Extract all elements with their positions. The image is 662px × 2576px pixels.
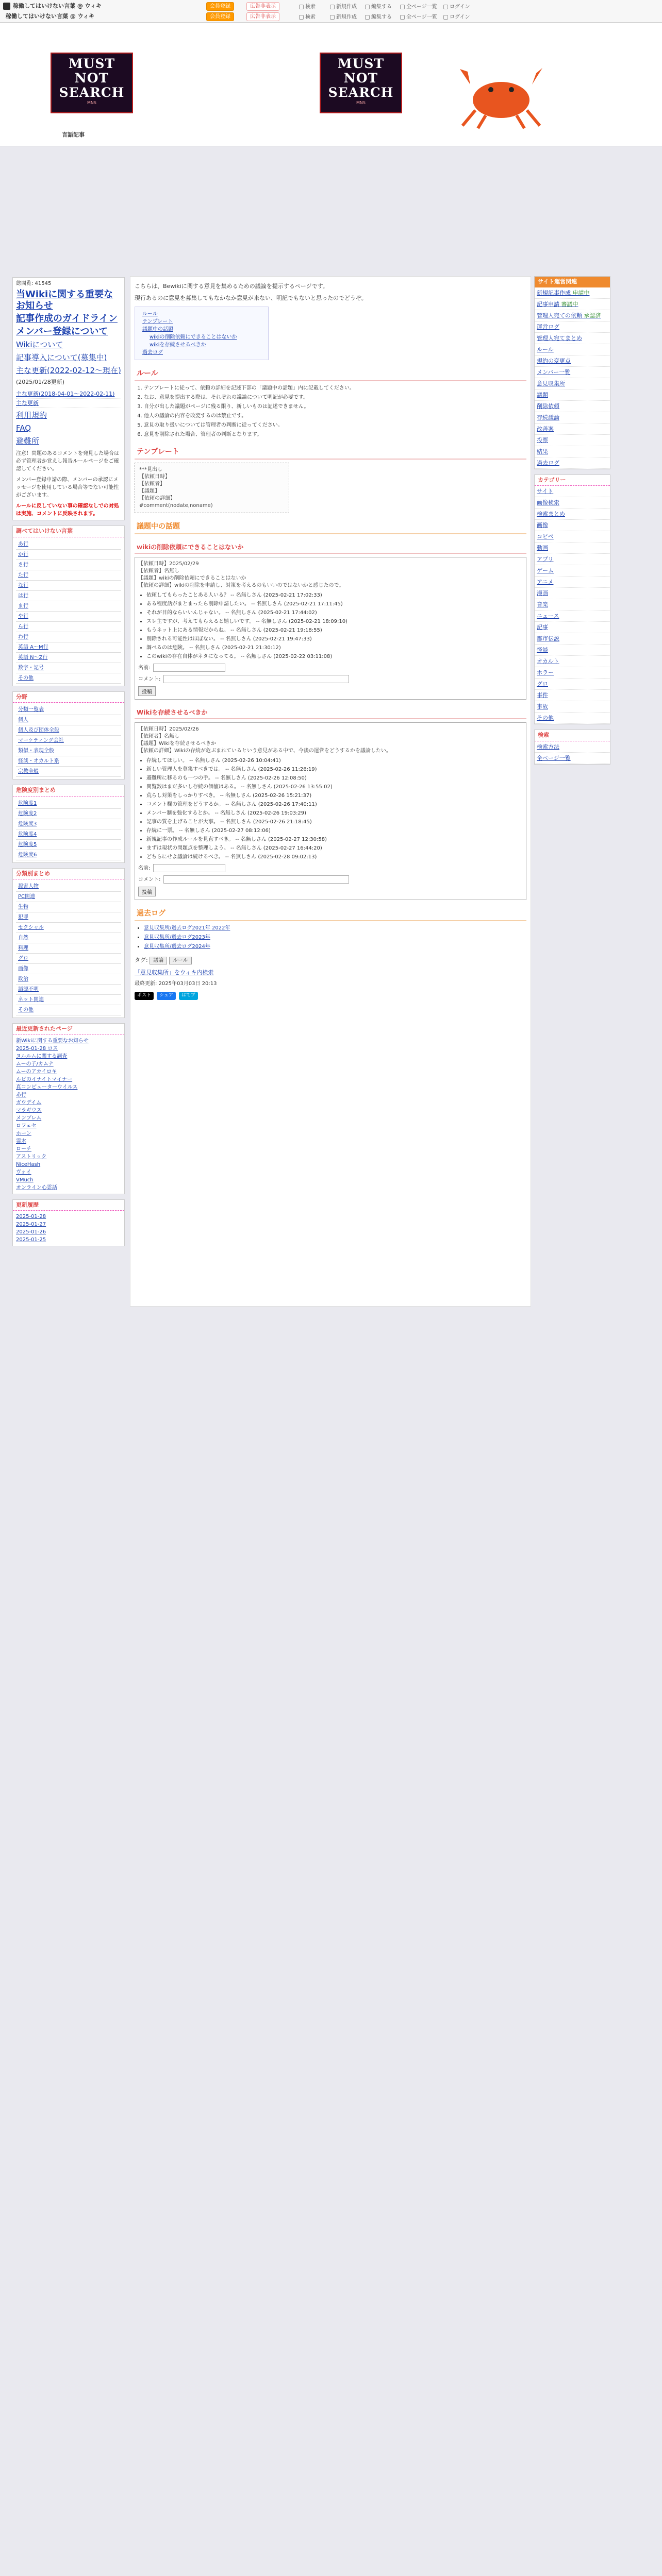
- status-badge: 承認済: [582, 312, 601, 319]
- site-logo-icon: [3, 3, 10, 10]
- recent-page-item[interactable]: ルビのイナイトマイナー: [16, 1076, 73, 1082]
- genre-item[interactable]: 個人: [16, 715, 121, 725]
- genre-box: [12, 691, 125, 780]
- template-line: ***見出し: [139, 467, 162, 472]
- thread-2-comments: [146, 757, 523, 861]
- list-icon: [400, 5, 405, 9]
- thread-header-line: 【依頼者】名無し: [138, 568, 179, 574]
- plus-icon: [330, 5, 335, 9]
- category-item[interactable]: 殺害人物: [16, 882, 121, 892]
- site-ops-item[interactable]: メンバー一覧: [535, 367, 610, 378]
- site-ops-item[interactable]: 改善案: [535, 423, 610, 435]
- thread-header-line: 【依頼日時】2025/02/29: [138, 561, 199, 567]
- comment-item: • どちらにせよ議論は続けるべき。 -- 名無しさん (2025-02-28 09:02:13): [146, 853, 523, 861]
- comment-item: • スレ主ですが、考えてもらえると嬉しいです。 -- 名無しさん (2025-02-21 18:09:10): [146, 618, 523, 625]
- name-input-2[interactable]: [153, 864, 225, 872]
- comment-input-2[interactable]: [163, 875, 349, 884]
- thread-1-name-row: 名前:: [138, 664, 523, 672]
- category-right-item[interactable]: オカルト: [535, 656, 610, 667]
- kana-index-item[interactable]: あ行: [16, 539, 121, 550]
- toc-past-logs[interactable]: 過去ログ: [142, 350, 163, 355]
- genre-item[interactable]: 宗教全般: [16, 767, 121, 777]
- intro-text-2: 現行あるのに意見を募集してもなかなか意見が来ない、明記でもないと思ったのでどうぞ。: [135, 295, 367, 301]
- kana-index-item[interactable]: や行: [16, 612, 121, 622]
- warning-text-1: 注意！問題のあるコメントを発見した場合は必ず管理者か覚えし報告ルールページをご確認してください。: [16, 451, 119, 472]
- thread-1: [135, 557, 526, 700]
- site-title-row-2[interactable]: [3, 12, 94, 21]
- site-ops-item[interactable]: 存続議論: [535, 412, 610, 423]
- recent-page-item[interactable]: ロフェセ: [16, 1123, 37, 1129]
- recent-page-item[interactable]: あ行: [16, 1092, 26, 1098]
- user-icon: [443, 15, 448, 20]
- template-block: [135, 463, 289, 513]
- category-box: [12, 868, 125, 1019]
- comment-item: • このwikiの存在自体がネタになってる。 -- 名無しさん (2025-02-22 03:11:08): [146, 653, 523, 660]
- right-sidebar: [534, 276, 610, 770]
- thread-1-header: [138, 561, 523, 589]
- intro-text: こちらは、Bewikiに関する意見を集めるための議論を提示するページです。: [135, 283, 328, 290]
- danger-level-item[interactable]: 危険度4: [16, 829, 121, 840]
- site-ops-item[interactable]: 管理人宛てまとめ: [535, 333, 610, 344]
- thread-1-comments: [146, 591, 523, 660]
- category-right-item[interactable]: ニュース: [535, 611, 610, 622]
- category-right-item[interactable]: ホラー: [535, 667, 610, 679]
- left-sidebar: [12, 277, 125, 1251]
- rules-heading: ルール: [135, 367, 526, 381]
- category-right-item[interactable]: 音楽: [535, 599, 610, 611]
- thread-2-comment-row: コメント:: [138, 875, 523, 884]
- kana-list: [13, 537, 124, 686]
- rule-item: 4. 他人の議論の内容を改変するのは禁止です。: [144, 412, 526, 420]
- category-right-header: カテゴリー: [535, 475, 610, 486]
- recent-page-item[interactable]: ヴォイ: [16, 1169, 31, 1175]
- warning-text-2: メンバー登録申請の際、メンバーの承認にメッセージを使用している場合等でない可能性がございます。: [16, 477, 119, 498]
- category-right-item[interactable]: アニメ: [535, 577, 610, 588]
- kana-index-item[interactable]: な行: [16, 581, 121, 591]
- recent-page-item[interactable]: ローチ: [16, 1146, 31, 1152]
- important-notice-link[interactable]: 当Wikiに関する重要なお知らせ: [16, 289, 113, 311]
- update-log-box: [12, 1199, 125, 1247]
- ad-free-button[interactable]: 広告非表示: [246, 2, 279, 11]
- comment-item: • 荒らし対策をしっかりすべき。 -- 名無しさん (2025-02-26 15:21:37): [146, 792, 523, 800]
- search-right-item[interactable]: 全ページ一覧: [535, 753, 610, 764]
- about-wiki-link[interactable]: Wikiについて: [16, 340, 63, 349]
- recent-page-item[interactable]: 真コンピューターウイルス: [16, 1084, 78, 1090]
- recent-pages-header: 最近更新されたページ: [13, 1024, 124, 1035]
- comment-item: • メンバー制を強化するとか。 -- 名無しさん (2025-02-26 19:03:29): [146, 809, 523, 817]
- search-icon: [299, 5, 304, 9]
- kana-index-item[interactable]: 英語 A〜M行: [16, 642, 121, 653]
- thread-2-heading: Wikiを存続させるべきか: [135, 707, 526, 719]
- site-ops-item[interactable]: 新規記事作成 申請中: [535, 287, 610, 299]
- kana-index-item[interactable]: ら行: [16, 622, 121, 632]
- faq-link[interactable]: FAQ: [16, 423, 31, 433]
- site-ops-box: [534, 276, 610, 469]
- kana-index-item[interactable]: わ行: [16, 632, 121, 642]
- toc-rules[interactable]: ルール: [142, 311, 158, 317]
- danger-level-item[interactable]: 危険度5: [16, 840, 121, 850]
- recent-page-item[interactable]: ホーン: [16, 1130, 31, 1137]
- banner-logo[interactable]: MUST NOT SEARCH MNS: [51, 53, 133, 113]
- rule-item: 6. 意見を削除された場合、管理者の判断となります。: [144, 431, 526, 438]
- search-right-box: [534, 730, 610, 765]
- comment-item: • 調べるのは危険。 -- 名無しさん (2025-02-21 21:30:12): [146, 644, 523, 652]
- kana-index-header: 調べてはいけない言葉: [13, 526, 124, 537]
- past-log-item: [144, 924, 526, 932]
- recent-page-item[interactable]: オンライン心霊話: [16, 1184, 57, 1191]
- register-button-2[interactable]: 会員登録: [206, 12, 234, 21]
- kana-index-item[interactable]: さ行: [16, 560, 121, 570]
- site-ops-item[interactable]: 結果: [535, 446, 610, 457]
- recent-page-item[interactable]: 新Wikiに関する重要なお知らせ: [16, 1038, 89, 1044]
- update-day-item[interactable]: 2025-01-26: [16, 1229, 46, 1235]
- site-ops-item[interactable]: 意見収集所: [535, 378, 610, 389]
- genre-item[interactable]: 怪談・オカルト系: [16, 756, 121, 767]
- category-list: [13, 879, 124, 1018]
- site-header: [0, 23, 662, 146]
- site-title-row[interactable]: [3, 2, 102, 11]
- danger-level-item[interactable]: 危険度3: [16, 819, 121, 829]
- category-item[interactable]: 語源不明: [16, 985, 121, 995]
- member-registration-link[interactable]: メンバー登録について: [16, 326, 108, 337]
- genre-item[interactable]: 分類一覧表: [16, 705, 121, 715]
- search-link[interactable]: 検索: [299, 3, 316, 11]
- recent-page-item[interactable]: NiceHash: [16, 1161, 41, 1167]
- site-title[interactable]: 稼働してはいけない言葉 @ ウィキ: [13, 3, 102, 9]
- comment-item: • コメント欄の管理をどうするか。 -- 名無しさん (2025-02-26 17:40:11): [146, 801, 523, 808]
- user-icon: [443, 5, 448, 9]
- comment-item: • それが目的ならいいんじゃない。 -- 名無しさん (2025-02-21 17:44:02): [146, 609, 523, 617]
- template-line: 【依頼日時】: [139, 474, 170, 480]
- toc-thread-2[interactable]: wikiを存続させるべきか: [150, 342, 206, 348]
- past-log-link[interactable]: 意見収集所/過去ログ2023年: [144, 935, 210, 940]
- category-right-box: [534, 474, 610, 725]
- past-logs-list: [135, 924, 526, 951]
- site-ops-item[interactable]: 投票: [535, 435, 610, 446]
- comment-item: • 依頼してもらったことある人いる？ -- 名無しさん (2025-02-21 17:02:33): [146, 591, 523, 599]
- comment-item: • もうネット上にある情報だからね。 -- 名無しさん (2025-02-21 19:18:55): [146, 626, 523, 634]
- thread-1-comment-row: コメント:: [138, 675, 523, 683]
- site-ops-list: [535, 287, 610, 469]
- related-search-link[interactable]: 「意見収集所」をウィキ内検索: [135, 969, 214, 976]
- template-line: 【依頼の詳細】: [139, 496, 175, 501]
- genre-item[interactable]: マーケティング会社: [16, 736, 121, 746]
- site-ops-item[interactable]: 過去ログ: [535, 457, 610, 469]
- refuge-link[interactable]: 避難所: [16, 436, 40, 446]
- edit-link[interactable]: 編集する: [365, 3, 392, 11]
- category-right-item[interactable]: 画像: [535, 520, 610, 531]
- category-right-list: [535, 486, 610, 724]
- post-share-button[interactable]: ポスト: [135, 992, 154, 1000]
- danger-level-item[interactable]: 危険度2: [16, 809, 121, 819]
- genre-list: [13, 703, 124, 779]
- category-item[interactable]: グロ: [16, 954, 121, 964]
- comment-item: • 避難所に移るのも一つの手。 -- 名無しさん (2025-02-26 12:08:50): [146, 774, 523, 782]
- kana-index-item[interactable]: は行: [16, 591, 121, 601]
- old-updates-link[interactable]: 主な更新(2018-04-01～2022-02-11): [16, 389, 121, 399]
- category-item[interactable]: 政治: [16, 974, 121, 985]
- past-log-item: [144, 943, 526, 951]
- all-pages-link[interactable]: 全ページ一覧: [400, 3, 437, 11]
- rules-list: [135, 384, 526, 438]
- toc-template[interactable]: テンプレート: [142, 319, 173, 325]
- search-right-header: 検索: [535, 730, 610, 741]
- thread-2-name-row: 名前:: [138, 864, 523, 872]
- recent-page-item[interactable]: ムーのアカイロキ: [16, 1069, 57, 1075]
- search-icon: [299, 15, 304, 20]
- category-right-item[interactable]: グロ: [535, 679, 610, 690]
- category-header: 分類別まとめ: [13, 869, 124, 880]
- past-log-item: [144, 934, 526, 941]
- danger-box: [12, 785, 125, 863]
- login-link-2[interactable]: ログイン: [443, 13, 470, 21]
- site-name: 言語記事: [62, 131, 85, 138]
- comment-item: • 新しい管理人を募集すべきでは。 -- 名無しさん (2025-02-26 11:26:19): [146, 766, 523, 773]
- category-right-item[interactable]: その他: [535, 713, 610, 724]
- category-right-item[interactable]: 都市伝説: [535, 633, 610, 645]
- category-right-item[interactable]: サイト: [535, 486, 610, 497]
- recent-page-item[interactable]: メンブレム: [16, 1115, 42, 1121]
- recent-page-item[interactable]: マラギウス: [16, 1107, 42, 1113]
- category-right-item[interactable]: 漫画: [535, 588, 610, 599]
- update-day-item[interactable]: 2025-01-27: [16, 1222, 46, 1227]
- recent-page-item[interactable]: 2025-01-28 ロス: [16, 1045, 58, 1052]
- guideline-link[interactable]: 記事作成のガイドライン: [16, 313, 118, 324]
- site-ops-item[interactable]: 管理人宛ての依頼 承認済: [535, 310, 610, 321]
- kana-index-item[interactable]: 数字・記号: [16, 663, 121, 673]
- site-ops-header: サイト運営関連: [535, 277, 610, 287]
- recent-page-item[interactable]: VMuch: [16, 1177, 34, 1183]
- plus-icon: [330, 15, 335, 20]
- thread-header-line: 【依頼者】名無し: [138, 734, 179, 739]
- genre-header: 分野: [13, 692, 124, 703]
- category-right-item[interactable]: 事件: [535, 690, 610, 701]
- thread-1-heading: wikiの削除依頼にできることはないか: [135, 541, 526, 554]
- rule-item: 3. 自分が出した議題がページに残る限り、新しいものは記述できません。: [144, 403, 526, 411]
- login-link[interactable]: ログイン: [443, 3, 470, 11]
- thread-header-line: 【議題】Wikiを存続させるべきか: [138, 741, 217, 747]
- pencil-icon: [365, 15, 370, 20]
- comment-item: • 新規記事の作成ルールを見直すべき。 -- 名無しさん (2025-02-27 12:30:58): [146, 836, 523, 843]
- site-ops-item[interactable]: 記事申請 審議中: [535, 299, 610, 310]
- recent-pages-box: [12, 1023, 125, 1194]
- update-range: (2025/01/28更新): [16, 379, 64, 385]
- ad-free-button-2[interactable]: 広告非表示: [246, 12, 279, 21]
- danger-level-item[interactable]: 危険度6: [16, 850, 121, 860]
- comment-input[interactable]: [163, 675, 349, 683]
- main-content: [130, 276, 531, 1307]
- thread-header-line: 【依頼の詳細】Wikiの存続が危ぶまれているという意見がある中で、今後の運営をどうするかを議論したい。: [138, 748, 391, 754]
- left-menu-box: [12, 277, 125, 520]
- category-item[interactable]: 自然: [16, 933, 121, 943]
- share-row: [135, 992, 526, 1000]
- category-right-item[interactable]: ゲーム: [535, 565, 610, 577]
- article-intro-link[interactable]: 記事導入について(募集中): [16, 353, 107, 362]
- tag-discussion[interactable]: 議論: [150, 957, 167, 964]
- search-right-item[interactable]: 検索方法: [535, 741, 610, 753]
- category-item[interactable]: 画像: [16, 964, 121, 974]
- category-right-item[interactable]: コピペ: [535, 531, 610, 543]
- edit-link-2[interactable]: 編集する: [365, 13, 392, 21]
- comment-item: • 記事の質を上げることが大事。 -- 名無しさん (2025-02-26 21:18:45): [146, 818, 523, 826]
- comment-item: • まずは現状の問題点を整理しよう。 -- 名無しさん (2025-02-27 16:44:20): [146, 844, 523, 852]
- register-button[interactable]: 会員登録: [206, 2, 234, 11]
- search-link-2[interactable]: 検索: [299, 13, 316, 21]
- category-item[interactable]: 生物: [16, 902, 121, 912]
- site-ops-item[interactable]: 運営ログ: [535, 321, 610, 333]
- update-log-header: 更新履歴: [13, 1200, 124, 1211]
- facebook-share-button[interactable]: シェア: [157, 992, 176, 1000]
- site-ops-item[interactable]: ルール: [535, 344, 610, 355]
- hatena-share-button[interactable]: はてブ: [179, 992, 198, 1000]
- template-line: 【議題】: [139, 488, 160, 494]
- category-right-item[interactable]: 検索まとめ: [535, 509, 610, 520]
- category-right-item[interactable]: アプリ: [535, 554, 610, 565]
- toc-thread-1[interactable]: wikiの削除依頼にできることはないか: [150, 334, 237, 340]
- site-ops-item[interactable]: 削除依頼: [535, 401, 610, 412]
- category-item[interactable]: セクシャル: [16, 923, 121, 933]
- rule-item: 2. なお、意見を提出する際は、それぞれの議論について明記が必要です。: [144, 394, 526, 401]
- category-right-item[interactable]: 画像検索: [535, 497, 610, 509]
- last-updated: 最終更新: 2025年03月03日 20:13: [135, 981, 217, 987]
- thread-header-line: 【依頼の詳細】wikiの削除を申請し、対策を考えるのもいいのではないかと感じたので。: [138, 583, 344, 588]
- submit-button-2[interactable]: 投稿: [138, 887, 156, 896]
- topics-heading: 議題中の話題: [135, 520, 526, 534]
- kana-index-item[interactable]: その他: [16, 673, 121, 684]
- category-item[interactable]: ネット関連: [16, 995, 121, 1005]
- template-line: #comment(nodate,noname): [139, 503, 213, 509]
- thread-2-header: [138, 726, 523, 755]
- kana-index-item[interactable]: か行: [16, 550, 121, 560]
- terms-link[interactable]: 利用規約: [16, 411, 47, 420]
- comment-item: • ある程度話がまとまったら削除申請したい。 -- 名無しさん (2025-02-21 17:11:45): [146, 600, 523, 608]
- thread-2: [135, 722, 526, 900]
- stats-label: 総閲覧: 41545: [16, 281, 52, 286]
- rule-item: 5. 意見の取り扱いについては管理者の判断に従ってください。: [144, 421, 526, 429]
- major-updates-link[interactable]: 主な更新(2022-02-12～現在): [16, 366, 121, 375]
- new-page-link-2[interactable]: 新規作成: [330, 13, 357, 21]
- danger-list: [13, 796, 124, 862]
- comment-item: • 存続してほしい。 -- 名無しさん (2025-02-26 10:04:41): [146, 757, 523, 765]
- update-log-list: [13, 1211, 124, 1246]
- category-item[interactable]: 犯罪: [16, 912, 121, 923]
- search-right-list: [535, 741, 610, 764]
- tag-rules[interactable]: ルール: [169, 957, 192, 964]
- update-day-item[interactable]: 2025-01-25: [16, 1237, 46, 1243]
- category-right-item[interactable]: 記事: [535, 622, 610, 633]
- name-input[interactable]: [153, 664, 225, 672]
- recent-page-item[interactable]: アストリック: [16, 1154, 47, 1160]
- recent-pages-list: [13, 1035, 124, 1194]
- thread-header-line: 【議題】wikiの削除依頼にできることはないか: [138, 575, 246, 581]
- all-pages-link-2[interactable]: 全ページ一覧: [400, 13, 437, 21]
- list-icon: [400, 15, 405, 20]
- comment-item: • 存続に一票。 -- 名無しさん (2025-02-27 08:12:06): [146, 827, 523, 835]
- genre-item[interactable]: 類似・表現全般: [16, 746, 121, 756]
- danger-header: 危険度別まとめ: [13, 785, 124, 796]
- thread-header-line: 【依頼日時】2025/02/26: [138, 726, 199, 732]
- status-badge: 申請中: [571, 289, 590, 296]
- tags-row: タグ: 議論 ルール: [135, 956, 526, 965]
- recent-page-item[interactable]: ヌルルムに関する調査: [16, 1053, 68, 1059]
- comment-item: • 閲覧数はまだ多いし存続の価値はある。 -- 名無しさん (2025-02-26 13:55:02): [146, 783, 523, 791]
- kana-index-item[interactable]: た行: [16, 570, 121, 581]
- rule-item: 1. テンプレートに従って、依頼の詳細を記述下部の「議題中の話題」内に記載してください。: [144, 384, 526, 392]
- site-title[interactable]: 稼働してはいけない言葉 @ ウィキ: [6, 13, 94, 20]
- past-log-link[interactable]: 意見収集所/過去ログ2021年 2022年: [144, 925, 230, 931]
- category-item[interactable]: その他: [16, 1005, 121, 1015]
- updates-link[interactable]: 主な更新: [16, 399, 121, 408]
- kana-index-item[interactable]: 英語 N〜Z行: [16, 653, 121, 663]
- recent-page-item[interactable]: ムーの子/カムナ: [16, 1061, 54, 1067]
- banner-logo-2[interactable]: MUST NOT SEARCH MNS: [320, 53, 402, 113]
- site-ops-item[interactable]: 規約の変更点: [535, 355, 610, 367]
- site-ops-item[interactable]: 議題: [535, 389, 610, 401]
- category-right-item[interactable]: 動画: [535, 543, 610, 554]
- topbar: [0, 0, 662, 23]
- warning-text-3: ルールに反していない事の確認なしでの対処は実施、コメントに反映されます。: [16, 503, 119, 517]
- danger-level-item[interactable]: 危険度1: [16, 799, 121, 809]
- recent-page-item[interactable]: 霊木: [16, 1138, 26, 1144]
- submit-button[interactable]: 投稿: [138, 686, 156, 696]
- recent-page-item[interactable]: ガウデイム: [16, 1099, 42, 1106]
- status-badge: 審議中: [559, 300, 578, 308]
- category-item[interactable]: PC関連: [16, 892, 121, 902]
- kana-index-box: [12, 526, 125, 686]
- category-item[interactable]: 料理: [16, 943, 121, 954]
- crab-mascot-icon: [450, 59, 548, 131]
- kana-index-item[interactable]: ま行: [16, 601, 121, 612]
- template-line: 【依頼者】: [139, 481, 165, 487]
- table-of-contents: [135, 307, 269, 360]
- genre-item[interactable]: 個人及び団体全般: [16, 725, 121, 736]
- past-log-link[interactable]: 意見収集所/過去ログ2024年: [144, 944, 210, 950]
- comment-item: • 削除される可能性はほぼない。 -- 名無しさん (2025-02-21 19:47:33): [146, 635, 523, 643]
- category-right-item[interactable]: 怪談: [535, 645, 610, 656]
- category-right-item[interactable]: 事故: [535, 701, 610, 713]
- new-page-link[interactable]: 新規作成: [330, 3, 357, 11]
- pencil-icon: [365, 5, 370, 9]
- template-heading: テンプレート: [135, 446, 526, 460]
- past-logs-heading: 過去ログ: [135, 907, 526, 921]
- toc-topics[interactable]: 議題中の話題: [142, 327, 173, 332]
- update-day-item[interactable]: 2025-01-28: [16, 1214, 46, 1219]
